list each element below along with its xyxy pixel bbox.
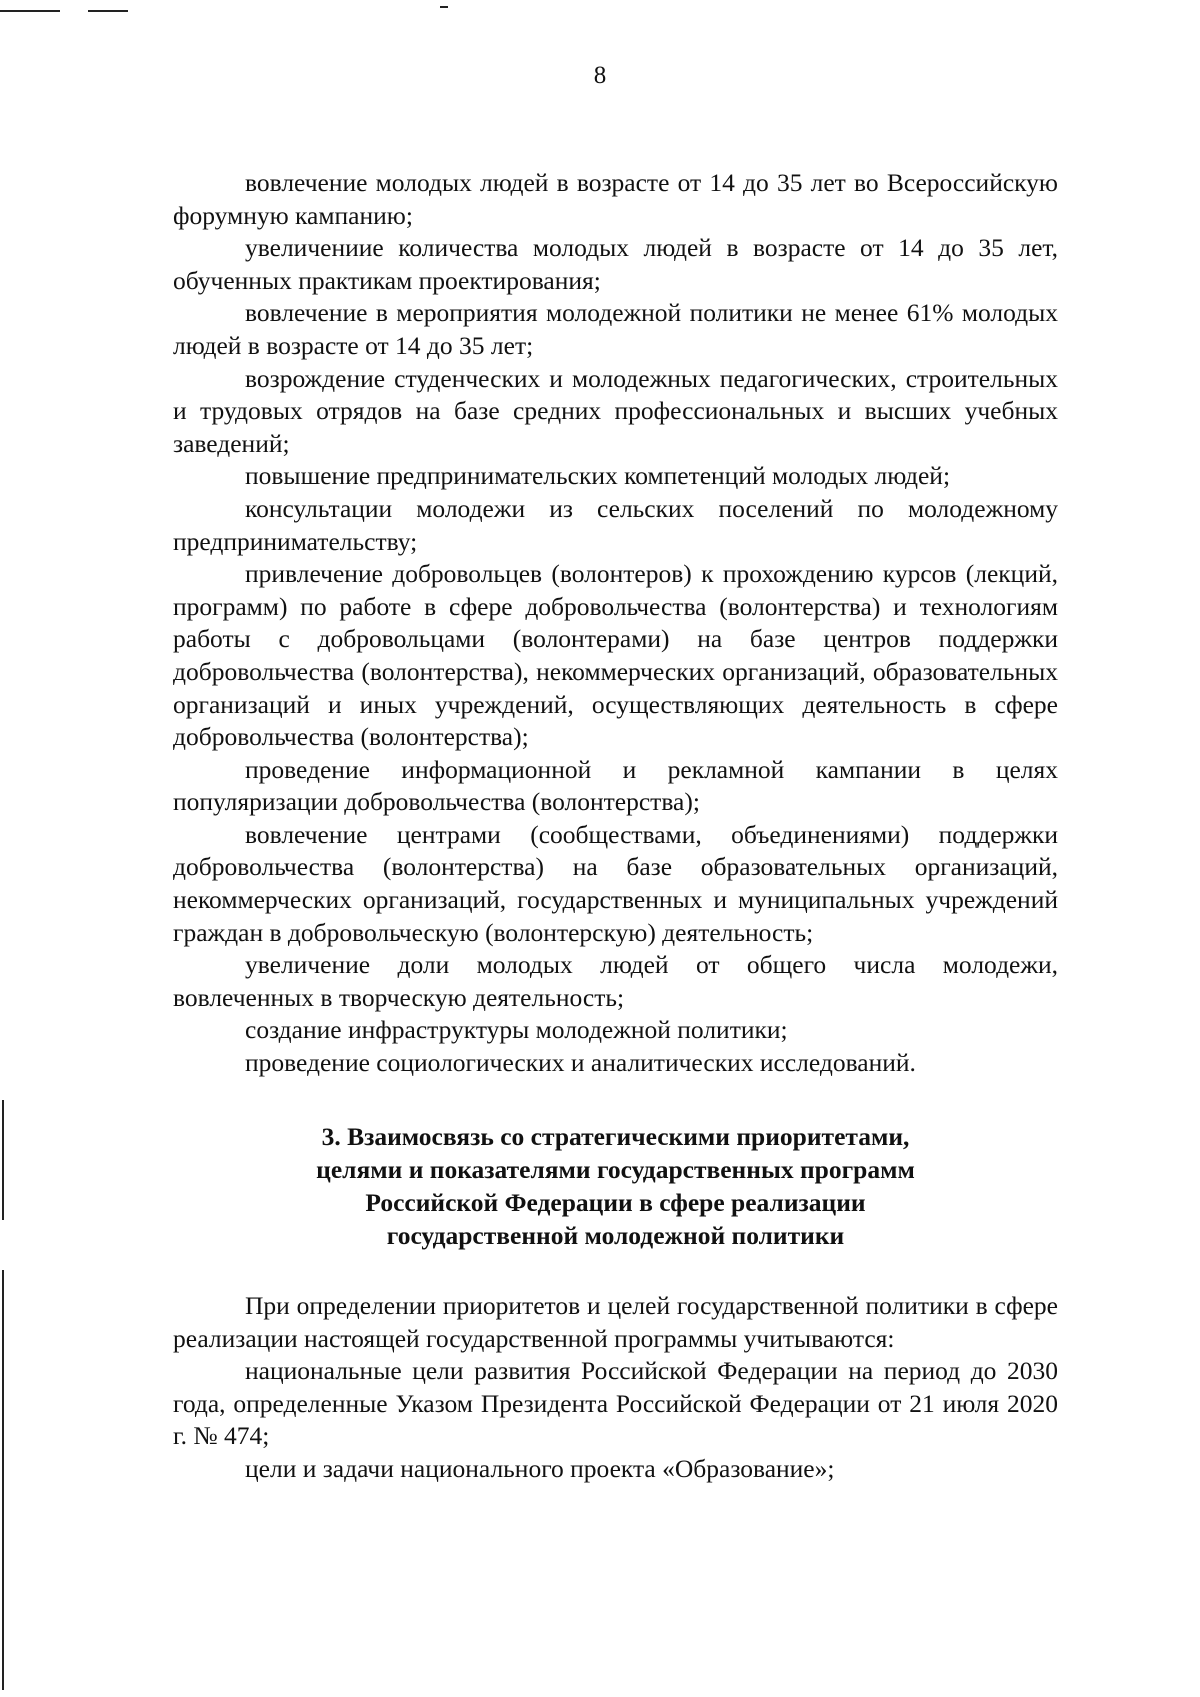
list-item: консультации молодежи из сельских поселений по молодежному предпринимательству; — [173, 493, 1058, 556]
section-heading-line: целями и показателями государственных программ — [316, 1155, 915, 1184]
list-item: проведение информационной и рекламной кампании в целях популяризации добровольчества (волонтерства); — [173, 754, 1058, 817]
list-item: повышение предпринимательских компетенций молодых людей; — [245, 461, 951, 491]
list-item: увеличениие количества молодых людей в возрасте от 14 до 35 лет, обученных практикам проектирования; — [173, 233, 1058, 295]
list-item: проведение социологических и аналитических исследований. — [245, 1048, 916, 1078]
list-item: привлечение добровольцев (волонтеров) к прохождению курсов (лекций, программ) по работе в сфере добровольчества (волонтерства) и технологиям работы с добровольцами (волонтерами) на базе центров поддержки добровольчества (волонтерства), некоммерческих организаций, образовательных организаций и иных учреждений, осуществляющих деятельность в сфере добровольчества (волонтерства); — [173, 559, 1058, 752]
list-item: увеличение доли молодых людей от общего числа молодежи, вовлеченных в творческую деятельность; — [173, 950, 1058, 1012]
list-item: вовлечение центрами (сообществами, объединениями) поддержки добровольчества (волонтерства) на базе образовательных организаций, некоммерческих организаций, государственных и муниципальных учреждений граждан в добровольческую (волонтерскую) деятельность; — [173, 819, 1058, 947]
list-item: возрождение студенческих и молодежных педагогических, строительных и трудовых отрядов на базе средних профессиональных и высших учебных заведений; — [173, 363, 1058, 458]
section-heading — [173, 1120, 1058, 1252]
paragraph: При определении приоритетов и целей государственной политики в сфере реализации настоящей государственной программы учитываются: — [173, 1291, 1058, 1353]
page-number: 8 — [593, 62, 607, 89]
list-item: вовлечение молодых людей в возрасте от 14 до 35 лет во Всероссийскую форумную кампанию; — [173, 168, 1058, 230]
scan-artifact — [88, 10, 128, 12]
section-heading-line: 3. Взаимосвязь со стратегическими приоритетами, — [321, 1122, 910, 1151]
body-text-before-heading — [173, 167, 1058, 1080]
scan-artifact — [440, 6, 448, 8]
section-heading-line: Российской Федерации в сфере реализации — [365, 1188, 866, 1217]
scan-artifact — [2, 1100, 4, 1220]
body-text-after-heading — [173, 1290, 1058, 1486]
paragraph: цели и задачи национального проекта «Образование»; — [245, 1453, 835, 1483]
list-item: вовлечение в мероприятия молодежной политики не менее 61% молодых людей в возрасте от 14 до 35 лет; — [173, 298, 1058, 360]
section-heading-line: государственной молодежной политики — [386, 1221, 845, 1250]
scan-artifact — [2, 1270, 4, 1690]
list-item: создание инфраструктуры молодежной политики; — [245, 1015, 788, 1045]
paragraph: национальные цели развития Российской Федерации на период до 2030 года, определенные Указом Президента Российской Федерации от 21 июля 2020 г. № 474; — [173, 1356, 1058, 1451]
scan-artifact — [0, 10, 60, 12]
